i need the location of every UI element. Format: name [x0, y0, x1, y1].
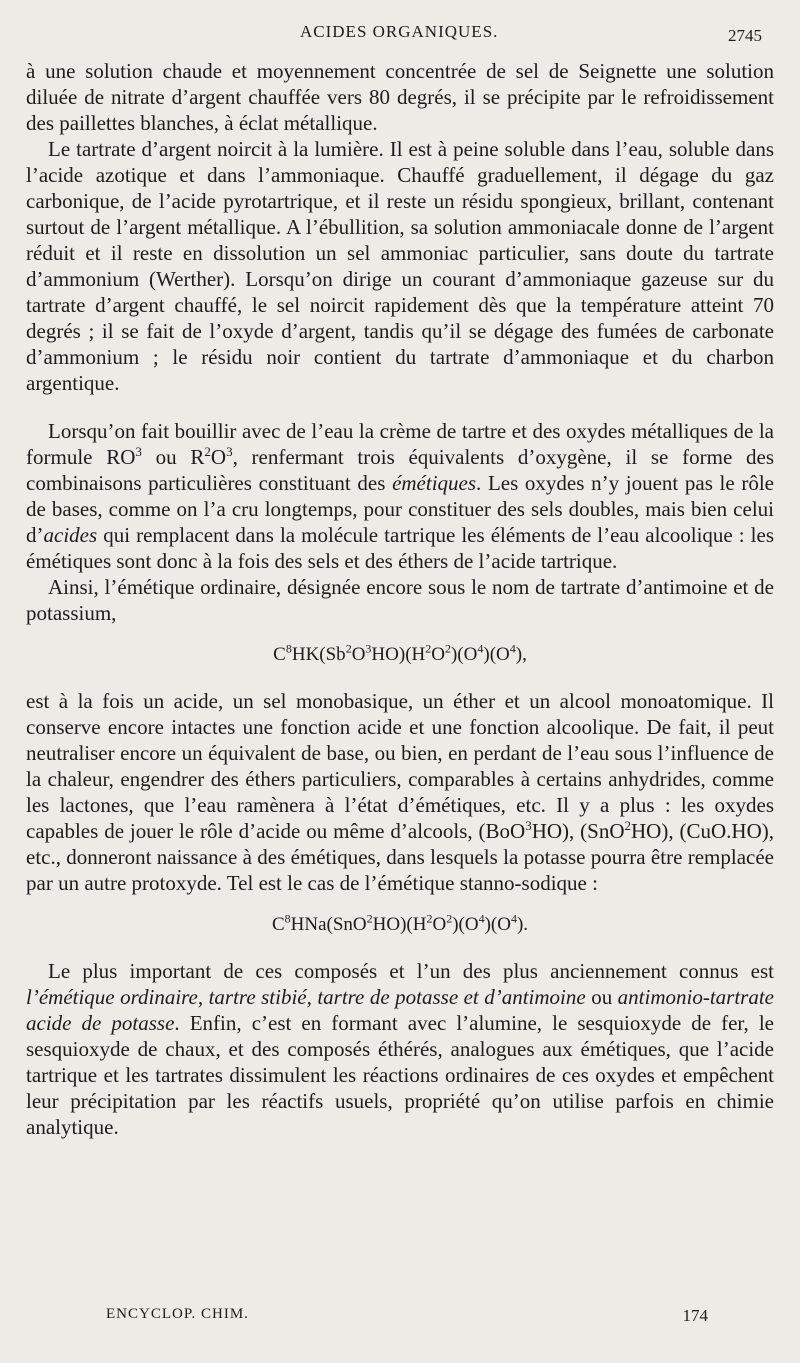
italic-term: antimonio-tartrate acide de potasse — [26, 985, 774, 1035]
text-run: Le plus important de ces composés et l’un des plus anciennement connus est — [48, 959, 774, 983]
superscript: 3 — [525, 818, 532, 833]
paragraph-2: Le tartrate d’argent noircit à la lumière. Il est à peine soluble dans l’eau, soluble dans l’acide azotique et dans l’ammoniaque. Chauffé graduellement, il dégage du gaz carbonique, de l’acide pyrotartrique, et il reste un résidu spongieux, brillant, contenant surtout de l’argent métallique. A l’ébullition, sa solution ammoniacale donne de l’argent réduit et il reste en dissolution un sel ammoniac particulier, sans doute du tartrate d’ammonium (Werther). Lorsqu’on dirige un courant d’ammoniaque gazeuse sur du tartrate d’argent chauffé, le sel noircit rapidement dès que la température atteint 70 degrés ; il se fait de l’oxyde d’argent, tandis qu’il se dégage des fumées de carbonate d’ammonium ; le résidu noir contient du tartrate d’ammoniaque et du charbon argentique. — [26, 137, 774, 395]
formula-sup: 2 — [426, 911, 433, 926]
formula-sup: 8 — [284, 911, 291, 926]
superscript: 2 — [624, 818, 632, 833]
paragraph-4: Ainsi, l’émétique ordinaire, désignée encore sous le nom de tartrate d’antimoine et de potassium, — [26, 575, 774, 625]
formula-part: ), — [515, 644, 527, 665]
paragraph-1: à une solution chaude et moyennement concentrée de sel de Seignette une solution diluée de nitrate d’argent chauffée vers 80 degrés, il se précipite par le refroidissement des paillettes blanches, à éclat métallique. — [26, 59, 774, 135]
formula-part: O — [351, 644, 366, 665]
superscript: 3 — [135, 444, 142, 459]
formula-part: HO)(H — [371, 644, 426, 665]
formula-sup: 4 — [510, 911, 517, 926]
formula-part: HNa(SnO — [290, 914, 367, 935]
footer-signature: ENCYCLOP. CHIM. — [106, 1306, 249, 1322]
page-footer — [0, 1306, 800, 1330]
formula-sup: 2 — [345, 641, 352, 656]
formula-sup: 4 — [478, 911, 485, 926]
formula-part: C — [271, 914, 285, 935]
signature-number: 174 — [682, 1306, 708, 1325]
running-title: ACIDES ORGANIQUES. — [300, 22, 499, 41]
italic-term: émétiques — [392, 471, 477, 495]
text-run: O — [210, 445, 227, 469]
formula-part: )(O — [452, 914, 479, 935]
body-text — [26, 58, 774, 1140]
text-run: . Enfin, c’est en formant avec l’alumine, le sesquioxyde de fer, le sesquioxyde de chaux, et des composés éthérés, analogues aux émétiques, que l’acide tartrique et les tartrates dissimulent les réactions ordinaires de ces oxydes et empêchent leur précipitation par les réactifs usuels, propriété qu’on utilise parfois en chimie analytique. — [26, 1011, 775, 1139]
formula-stanno-sodic — [26, 912, 774, 938]
formula-sup: 2 — [425, 641, 432, 656]
text-run: ou — [585, 985, 618, 1009]
formula-sup: 4 — [477, 641, 484, 656]
text-run: HO), (SnO — [531, 819, 625, 843]
formula-sup: 8 — [285, 641, 292, 656]
text-run: ou R — [141, 445, 205, 469]
formula-part: )(O — [483, 644, 510, 665]
text-run: . Les oxydes n’y jouent pas le rôle de bases, comme on l’a cru longtemps, pour constituer des sels doubles, mais bien celui d’ — [26, 471, 775, 547]
formula-sup: 3 — [365, 641, 372, 656]
formula-emetic — [26, 642, 774, 668]
text-run: Lorsqu’on fait bouillir avec de l’eau la crème de tartre et des oxydes métalliques de la formule RO — [26, 419, 774, 469]
text-run: HO), (CuO.HO), etc., donneront naissance à des émétiques, dans lesquels la potasse pourra être remplacée par un autre protoxyde. Tel est le cas de l’émétique stanno-sodique : — [26, 819, 774, 895]
formula-part: O — [431, 644, 445, 665]
page-number: 2745 — [728, 26, 762, 45]
superscript: 2 — [204, 444, 211, 459]
paragraph-3 — [26, 418, 774, 574]
formula-part: HO)(H — [372, 914, 427, 935]
superscript: 3 — [226, 444, 233, 459]
formula-part: O — [432, 914, 447, 935]
paragraph-6 — [26, 958, 774, 1140]
formula-part: )(O — [484, 914, 511, 935]
formula-part: HK(Sb — [291, 644, 346, 665]
formula-sup: 2 — [446, 911, 453, 926]
formula-sup: 2 — [444, 641, 451, 656]
italic-term: l’émétique ordinaire, tartre stibié, tartre de potasse et d’antimoine — [26, 985, 586, 1009]
paragraph-5 — [26, 688, 774, 896]
formula-part: C — [273, 644, 286, 665]
formula-part: )(O — [450, 644, 478, 665]
formula-part: ). — [516, 914, 529, 935]
running-head — [0, 22, 800, 46]
formula-sup: 2 — [366, 911, 373, 926]
text-run: est à la fois un acide, un sel monobasique, un éther et un alcool monoatomique. Il conserve encore intactes une fonction acide et une fonction alcoolique. De fait, il peut neutraliser encore un équivalent de base, ou bien, en perdant de l’eau sous l’influence de la chaleur, engendrer des éthers particuliers, comparables à certains anhydrides, comme les lactones, que l’eau ramènera à l’état d’émétiques, etc. Il y a plus : les oxydes capables de jouer le rôle d’acide ou même d’alcools, (BoO — [26, 689, 774, 843]
text-run: qui remplacent dans la molécule tartrique les éléments de l’eau alcoolique : les émétiques sont donc à la fois des sels et des éthers de l’acide tartrique. — [26, 523, 774, 573]
formula-sup: 4 — [509, 641, 516, 656]
text-run: , renfermant trois équivalents d’oxygène, il se forme des combinaisons particulières constituant des — [26, 445, 774, 495]
italic-term: acides — [43, 523, 98, 547]
